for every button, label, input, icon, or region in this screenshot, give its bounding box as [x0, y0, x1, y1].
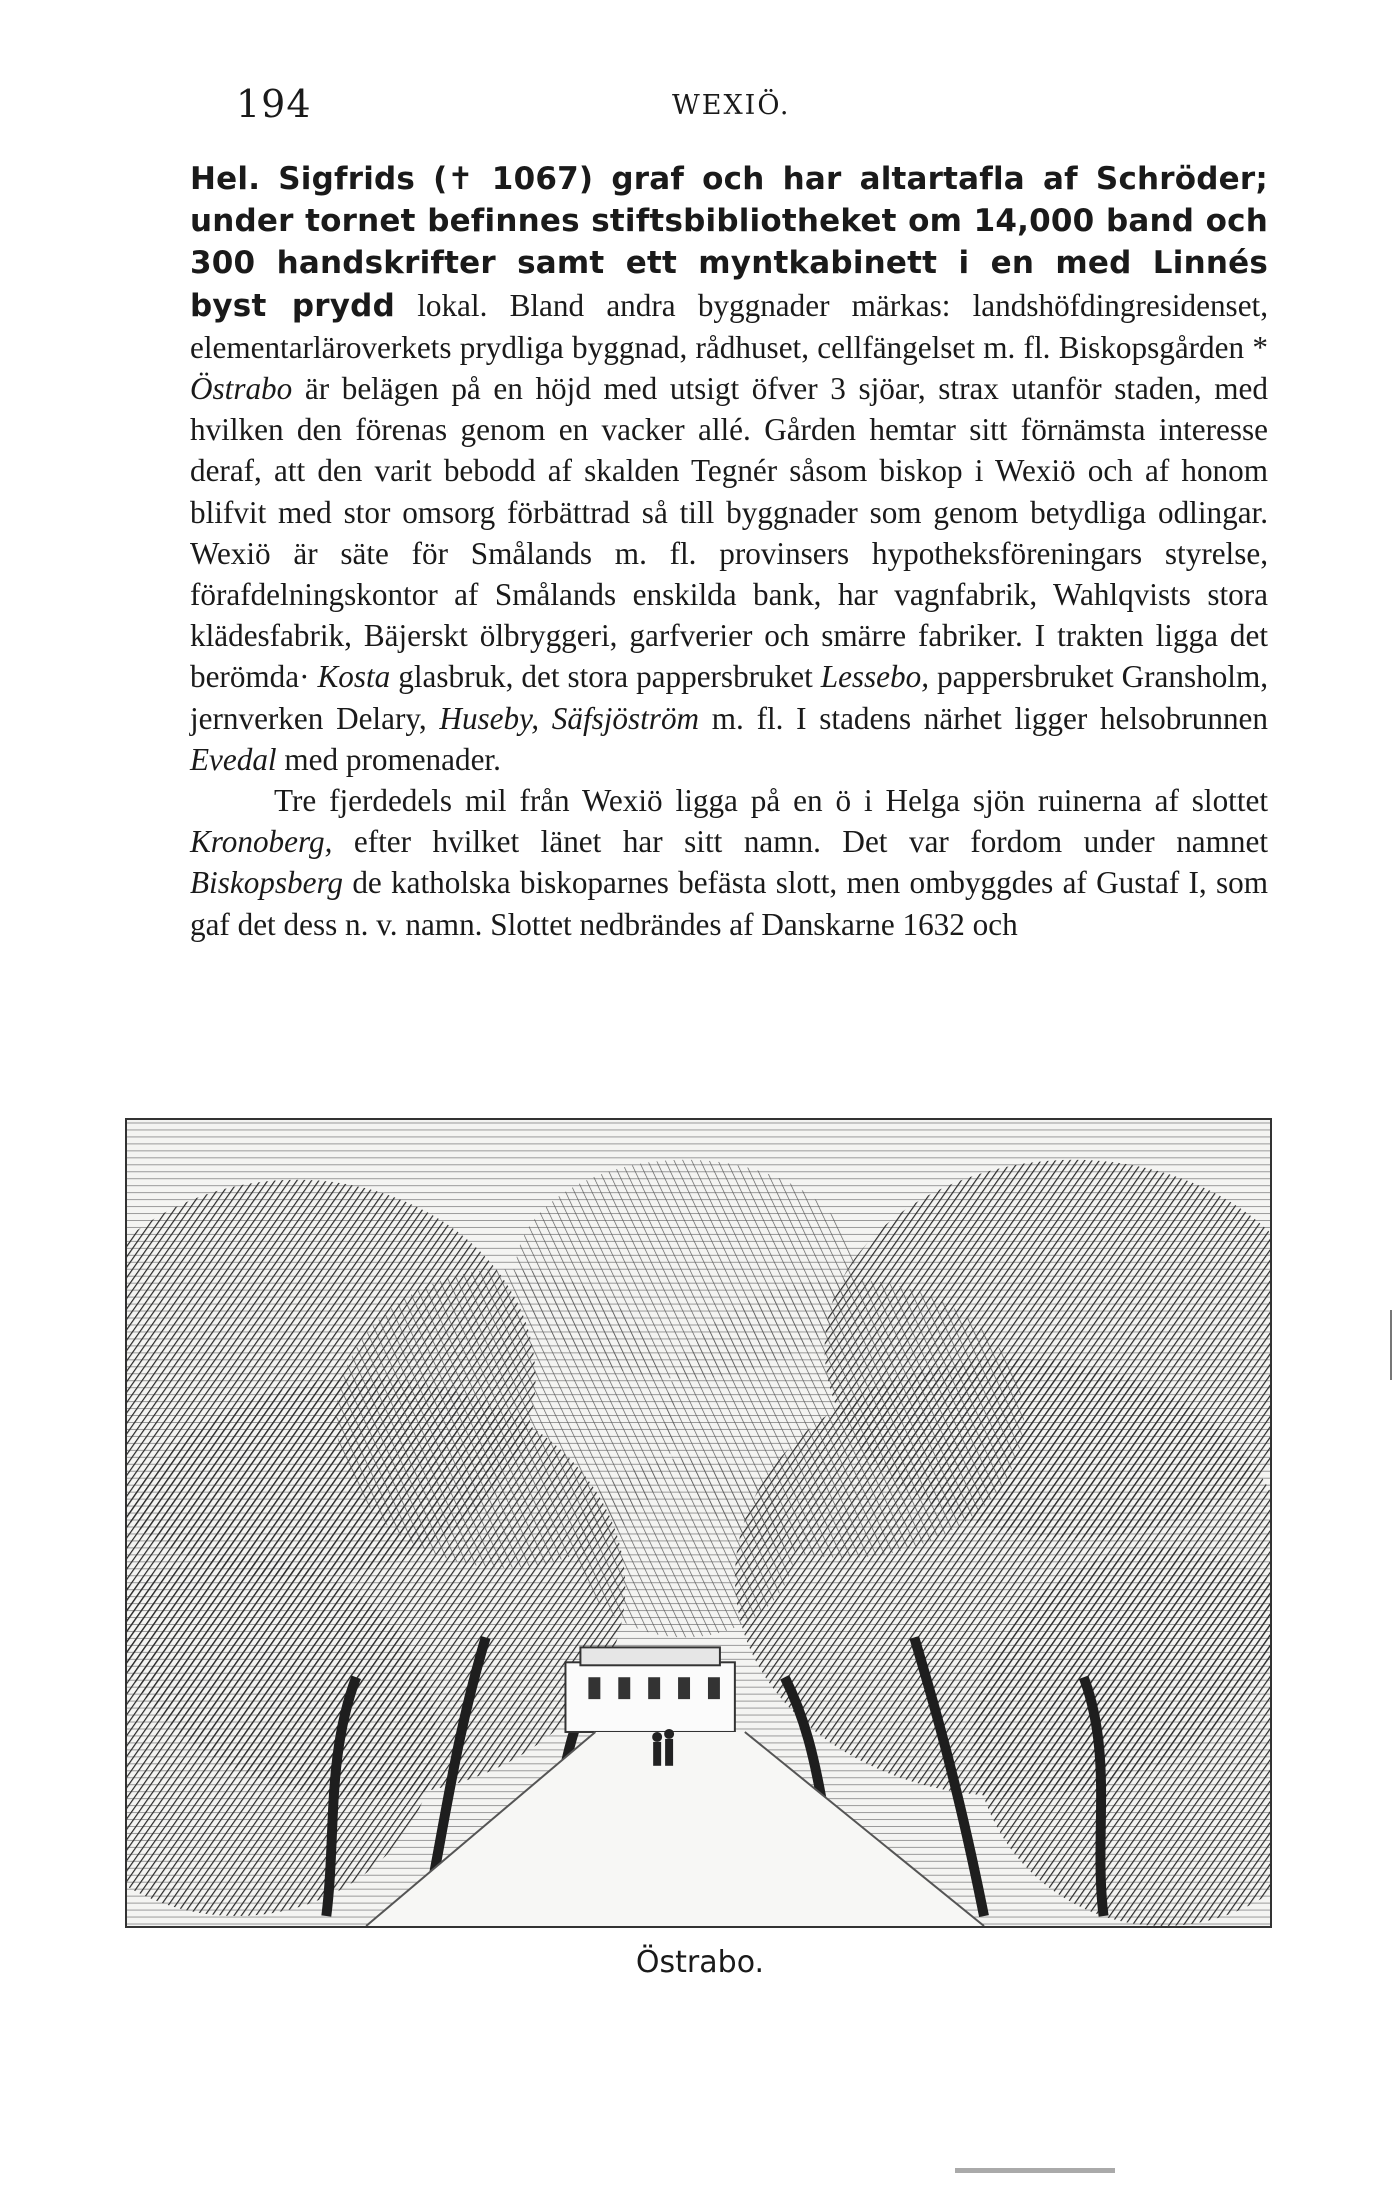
engraving-illustration: [125, 1118, 1272, 1928]
place-name-huseby: Huseby, Säfsjöström: [439, 700, 700, 736]
place-name-lessebo: Lessebo,: [820, 659, 930, 695]
text-run: de katholska biskoparnes befästa slott, men ombyggdes af Gustaf I, som gaf det dess n. v. namn. Slottet nedbrändes af Danskarne 1632 och: [190, 865, 1268, 942]
text-run: glasbruk, det stora pappersbruket: [390, 659, 821, 695]
text-run: m. fl. I stadens närhet ligger helsobrunnen: [699, 700, 1268, 736]
place-name-kronoberg: Kronoberg,: [190, 824, 333, 860]
place-name-evedal: Evedal: [190, 741, 277, 777]
body-text: [190, 158, 1268, 945]
scan-smudge: [955, 2168, 1115, 2173]
figure-caption: Östrabo.: [635, 1945, 765, 1980]
text-run: efter hvilket länet har sitt namn. Det var fordom under namnet: [332, 824, 1268, 860]
text-run: Tre fjerdedels mil från Wexiö ligga på en ö i Helga sjön ruinerna af slottet: [274, 783, 1268, 819]
manor-house: [565, 1647, 734, 1732]
place-name-kosta: Kosta: [317, 659, 391, 695]
bold-text: Hel. Sigfrids (✝ 1067) graf och har altartafla af Schröder; under tornet befinnes stiftsbibliotheket om 14,000 band och 300 handskrifter samt ett myntkabinett i en med Linnés byst prydd: [190, 161, 1268, 324]
page-header: [0, 82, 1400, 132]
text-run: är belägen på en höjd med utsigt öfver 3 sjöar, strax utanför staden, med hvilken den förenas genom en vacker allé. Gården hemtar sitt förnämsta interesse deraf, att den varit bebodd af skalden Tegnér såsom biskop i Wexiö och af honom blifvit med stor omsorg förbättrad så till byggnader som genom betydliga odlingar. Wexiö är säte för Smålands m. fl. provinsers hypotheksföreningars styrelse, förafdelningskontor af Smålands enskilda bank, har vagnfabrik, Wahlqvists stora klädesfabrik, Bäjerskt ölbryggeri, garfverier och smärre fabriker. I trakten ligga det berömda: [190, 371, 1268, 695]
engraving-picture: [127, 1120, 1270, 1926]
paragraph-1: [190, 158, 1268, 780]
paragraph-2: [190, 780, 1268, 945]
place-name-ostrabo: Östrabo: [190, 371, 293, 407]
text-run: lokal. Bland andra byggnader märkas: landshöfdingresidenset, elementarläroverkets prydliga byggnad, rådhuset, cellfängelset m. fl. Biskopsgården *: [190, 287, 1268, 365]
scan-mark: [1390, 1310, 1392, 1380]
text-run: pappersbruket Gransholm, jernverken Delary,: [190, 659, 1269, 736]
running-head: WEXIÖ.: [672, 90, 791, 121]
page-number: 194: [236, 82, 312, 126]
place-name-biskopsberg: Biskopsberg: [190, 865, 344, 901]
text-run: med promenader.: [276, 741, 501, 777]
text-run: ·: [299, 659, 318, 695]
